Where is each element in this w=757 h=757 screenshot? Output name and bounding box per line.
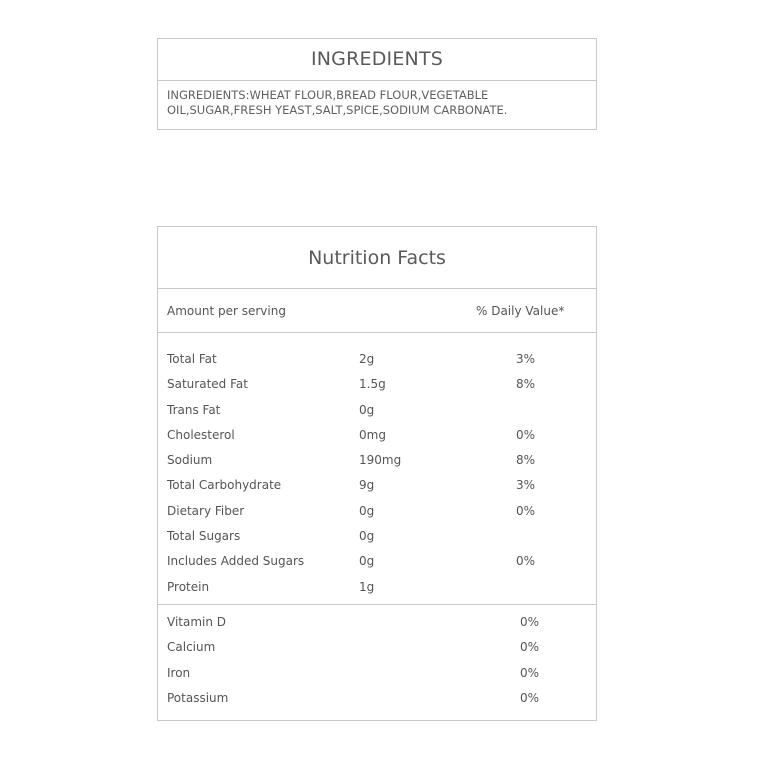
nutrient-daily-value: 3% (516, 352, 536, 366)
nutrient-name: Trans Fat (167, 402, 221, 417)
vitamin-daily-value: 0% (520, 665, 540, 680)
ingredients-title: INGREDIENTS (158, 39, 596, 81)
nutrient-row-total-fat (158, 352, 596, 377)
nutrient-row-cholesterol (158, 428, 596, 453)
nutrient-list (158, 333, 596, 605)
vitamin-name: Calcium (167, 640, 216, 655)
nutrient-amount: 0mg (359, 427, 386, 442)
ingredients-panel (157, 38, 597, 130)
nutrient-name: Includes Added Sugars (167, 554, 305, 569)
nutrient-amount: 0g (359, 529, 375, 544)
vitamin-row-iron (158, 666, 596, 691)
vitamin-name: Potassium (167, 690, 229, 705)
nutrient-daily-value: 8% (516, 453, 536, 468)
nutrient-row-trans-fat (158, 403, 596, 428)
nutrition-header-row (158, 289, 596, 333)
nutrient-row-added-sugars (158, 554, 596, 579)
nutrient-name: Total Sugars (167, 529, 241, 544)
nutrient-row-total-sugars (158, 529, 596, 554)
vitamin-row-potassium (158, 691, 596, 716)
vitamin-daily-value: 0% (520, 690, 540, 705)
nutrient-amount: 2g (359, 352, 375, 366)
nutrient-name: Protein (167, 579, 210, 594)
nutrient-daily-value: 0% (516, 503, 536, 518)
vitamin-name: Vitamin D (167, 615, 227, 629)
vitamin-daily-value: 0% (520, 640, 540, 655)
vitamin-row-calcium (158, 640, 596, 665)
nutrition-facts-title: Nutrition Facts (158, 227, 596, 289)
ingredients-text: INGREDIENTS:WHEAT FLOUR,BREAD FLOUR,VEGETABLE OIL,SUGAR,FRESH YEAST,SALT,SPICE,SODIUM CARBONATE. (167, 88, 508, 117)
nutrient-name: Total Fat (167, 352, 217, 366)
nutrient-name: Dietary Fiber (167, 503, 245, 518)
nutrient-amount: 0g (359, 554, 375, 569)
nutrient-row-protein (158, 580, 596, 605)
nutrient-amount: 1.5g (359, 377, 386, 392)
nutrient-row-sodium (158, 453, 596, 478)
nutrient-row-total-carbohydrate (158, 478, 596, 503)
vitamin-name: Iron (167, 665, 191, 680)
daily-value-label: % Daily Value* (476, 304, 565, 318)
nutrient-daily-value: 3% (516, 478, 536, 493)
nutrient-amount: 0g (359, 503, 375, 518)
nutrient-name: Saturated Fat (167, 377, 248, 392)
nutrient-row-dietary-fiber (158, 504, 596, 529)
nutrient-amount: 1g (359, 579, 375, 594)
nutrient-daily-value: 0% (516, 427, 536, 442)
nutrient-row-saturated-fat (158, 377, 596, 402)
nutrient-name: Total Carbohydrate (167, 478, 282, 493)
amount-per-serving-label: Amount per serving (167, 304, 286, 318)
nutrient-daily-value: 8% (516, 377, 536, 392)
nutrient-amount: 0g (359, 402, 375, 417)
vitamin-daily-value: 0% (520, 615, 540, 629)
nutrient-name: Cholesterol (167, 427, 235, 442)
vitamin-mineral-list (158, 605, 596, 716)
vitamin-row-vitamin-d (158, 615, 596, 640)
nutrient-daily-value: 0% (516, 554, 536, 569)
nutrition-facts-panel (157, 226, 597, 721)
nutrient-amount: 9g (359, 478, 375, 493)
nutrient-name: Sodium (167, 453, 213, 468)
nutrient-amount: 190mg (359, 453, 402, 468)
